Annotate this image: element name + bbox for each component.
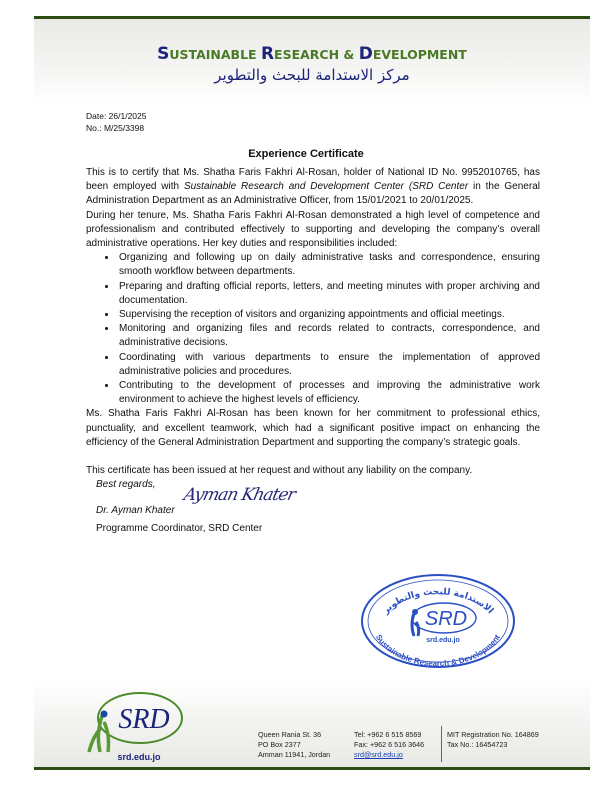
- org-name-arabic: مركز الاستدامة للبحث والتطوير: [214, 66, 410, 84]
- duty-item: • Coordinating with various departments to ensure the implementation of approved administrative policies and procedures.: [117, 351, 540, 379]
- org-name-english: SUSTAINABLE RESEARCH & DEVELOPMENT: [157, 44, 467, 64]
- logo-globe-icon: [101, 711, 108, 718]
- srd-logo: [82, 688, 186, 754]
- intro-paragraph: This is to certify that Ms. Shatha Faris Fakhri Al-Rosan, holder of National ID No. 9952010765, has been employed with Sustainable Research and Development Center (SRD Center in the General Administration Department as an Administrative Officer, from 15/01/2021 to 20/01/2025.: [86, 167, 540, 207]
- header-rule: [34, 16, 590, 19]
- footer-address: Queen Rania St. 36 PO Box 2377 Amman 11941, Jordan: [258, 730, 331, 759]
- duty-item: • Monitoring and organizing files and records related to contracts, correspondence, and administrative decisions.: [117, 322, 540, 350]
- signer-name: Dr. Ayman Khater: [96, 505, 175, 517]
- company-name: Sustainable Research and Development Center (SRD Center: [183, 181, 469, 193]
- stamp-globe-icon: [412, 609, 418, 615]
- reference-block: [86, 110, 147, 134]
- stamp-arabic-text: الاستدامة للبحث والتطوير: [381, 587, 495, 617]
- tenure-paragraph: During her tenure, Ms. Shatha Faris Fakhri Al-Rosan demonstrated a high level of competence and professionalism and contributed effectively to supporting and developing the company’s overall administrative operations. Her key duties and responsibilities included:: [86, 209, 540, 250]
- document-title: Experience Certificate: [248, 148, 364, 160]
- footer-email-link[interactable]: srd@srd.edu.jo: [354, 750, 403, 759]
- letter-number: No.: M/25/3398: [86, 123, 145, 133]
- footer-fax: Fax: +962 6 516 3646: [354, 740, 425, 749]
- handwritten-signature: Ayman Khater: [181, 485, 297, 506]
- issued-statement: This certificate has been issued at her request and without any liability on the company.: [86, 465, 473, 477]
- certificate-body: [86, 166, 540, 537]
- official-stamp: [358, 572, 518, 670]
- footer-contact: [354, 730, 424, 760]
- footer-website[interactable]: srd.edu.jo: [117, 752, 161, 762]
- footer-registration: MIT Registration No. 164869 Tax No.: 16454723: [447, 730, 539, 749]
- duties-list: [86, 251, 540, 407]
- letterhead-footer: [34, 682, 590, 770]
- stamp-site-text: srd.edu.jo: [426, 637, 460, 644]
- logo-figure-icon: [89, 716, 109, 752]
- footer-rule: [34, 767, 590, 770]
- commitment-paragraph: Ms. Shatha Faris Fakhri Al-Rosan has been known for her commitment to professional ethics, punctuality, and excellent teamwork, which had a significant positive impact on enhancing the efficiency of the General Administration Department and supporting the company’s strategic goals.: [86, 408, 540, 448]
- duty-item: • Organizing and following up on daily administrative tasks and correspondence, ensuring smooth workflow between departments.: [117, 251, 540, 279]
- footer-phone: Tel: +962 6 515 8569: [354, 730, 422, 739]
- duty-item: • Preparing and drafting official reports, letters, and meeting minutes with proper archiving and documentation.: [117, 280, 540, 308]
- stamp-english-text: Sustainable Research & Development: [373, 632, 503, 669]
- duty-item: • Supervising the reception of visitors and organizing appointments and official meetings.: [117, 308, 540, 322]
- footer-divider: [441, 726, 442, 762]
- logo-text: SRD: [118, 704, 170, 735]
- duty-item: • Contributing to the development of processes and improving the administrative work environment to achieve the highest levels of efficiency.: [117, 379, 540, 407]
- signer-position: Programme Coordinator, SRD Center: [96, 523, 263, 535]
- letter-date: Date: 26/1/2025: [86, 111, 147, 121]
- stamp-srd-text: SRD: [424, 608, 468, 630]
- letterhead-header: [34, 16, 590, 106]
- closing-regards: Best regards,: [96, 479, 156, 491]
